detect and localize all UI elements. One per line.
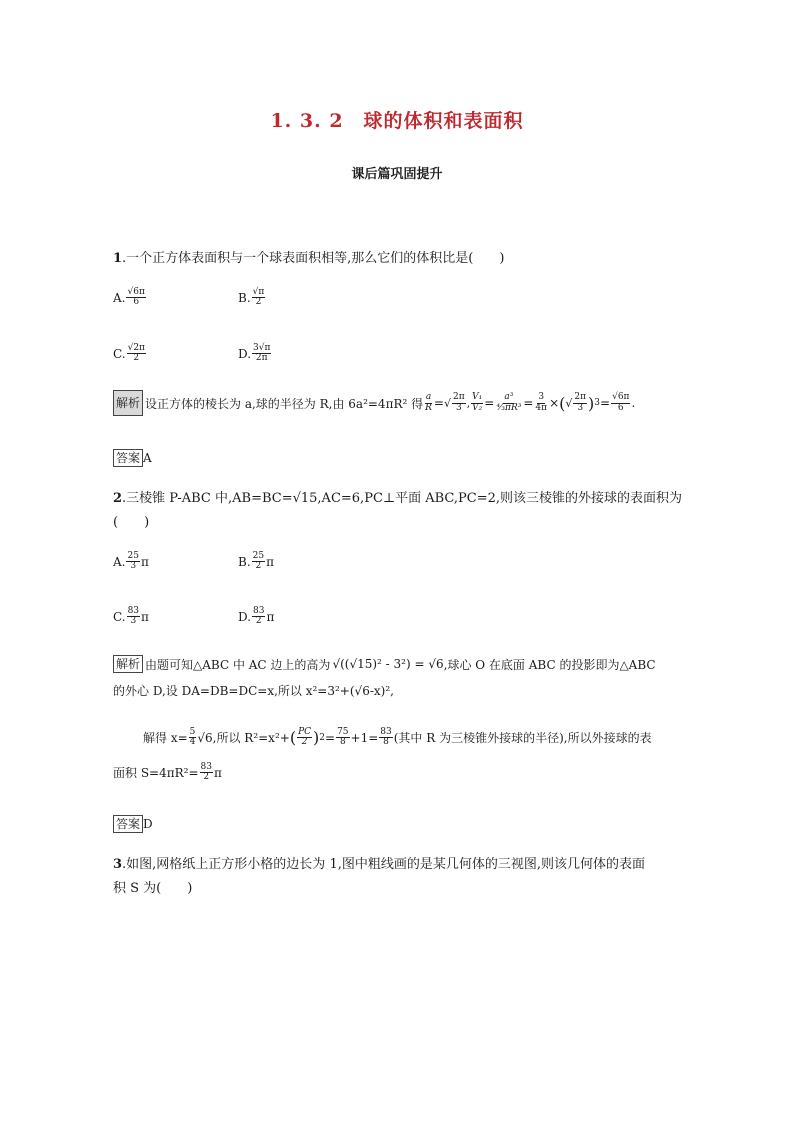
- option-label: B.: [238, 290, 251, 305]
- question-3-line2: 积 S 为( ): [113, 881, 193, 896]
- q2-analysis-line2: 的外心 D,设 DA=DB=DC=x,所以 x²=3²+(√6-x)²,: [113, 684, 394, 698]
- q1-option-c: [113, 344, 147, 364]
- option-denominator: 2: [133, 353, 140, 364]
- q2-analysis-line3: 解得 x= $\frac{5}{4}$ √6,所以 R²=x²+ ( $\frac{PC}{2}$ ) 2 = $\frac{75}{8}$ +1= $\frac{83}{8}$ (其中 R 为三棱锥外接球的半径),所以外接球的表: [143, 727, 652, 748]
- option-suffix: π: [141, 609, 149, 624]
- q1-option-d: [238, 344, 272, 364]
- option-label: A.: [113, 290, 126, 305]
- analysis-text: 设正方体的棱长为 a,球的半径为 R,由 6a²=4πR² 得: [145, 396, 424, 411]
- question-2-line2: ( ): [113, 515, 150, 530]
- q1-option-b: [238, 288, 266, 308]
- q2-option-c: [113, 607, 149, 627]
- page-title: 1. 3. 2 球的体积和表面积: [270, 110, 524, 132]
- option-numerator: 83: [127, 606, 140, 616]
- option-label: C.: [113, 609, 126, 624]
- question-1: [113, 247, 504, 266]
- option-label: B.: [238, 554, 251, 569]
- analysis-text: √6,所以 R²=x²+: [197, 731, 290, 746]
- option-denominator: 2: [255, 297, 262, 308]
- option-label: A.: [113, 554, 126, 569]
- option-label: D.: [238, 346, 252, 361]
- option-suffix: π: [266, 609, 275, 624]
- answer-tag: 答案: [113, 815, 143, 833]
- option-numerator: 3√π: [253, 343, 271, 353]
- answer-value: A: [143, 451, 152, 465]
- question-text: .如图,网格纸上正方形小格的边长为 1,图中粗线画的是某几何体的三视图,则该几何体的表面: [122, 857, 645, 872]
- q1-option-a: [113, 288, 147, 308]
- answer-value: D: [143, 817, 153, 831]
- answer-tag: 答案: [113, 449, 143, 467]
- q2-analysis-line1: 解析 由题可知△ABC 中 AC 边上的高为 √((√15)² - 3²) = √6 ,球心 O 在底面 ABC 的投影即为△ABC: [113, 655, 656, 673]
- question-number: 1: [113, 251, 123, 266]
- q1-answer: [113, 449, 152, 467]
- option-numerator: √π: [252, 287, 265, 297]
- question-2: [113, 487, 682, 506]
- q1-analysis: 解析 设正方体的棱长为 a,球的半径为 R,由 6a²=4πR² 得 $\frac{a}{R}$ = √ $\frac{2\pi}{3}$ , $\frac{\text{V₁}}{\text{V₂}}$ = $\frac{\text{a³}}{\text{⁴⁄₃πR³}}$ = $\frac{3}{4\pi}$ × ( √ $\frac{2\pi}{3}$ ) 3 = $\frac{√6\pi}{6}$ .: [113, 390, 635, 416]
- option-suffix: π: [140, 554, 149, 569]
- option-suffix: π: [266, 554, 274, 569]
- analysis-tag: 解析: [113, 390, 143, 416]
- analysis-tag: 解析: [113, 655, 143, 673]
- option-denominator: 6: [133, 297, 140, 308]
- option-denominator: 2: [255, 561, 262, 572]
- section-subtitle: 课后篇巩固提升: [351, 167, 443, 182]
- q2-option-a: [113, 552, 149, 572]
- q2-option-d: [238, 607, 274, 627]
- option-numerator: √6π: [127, 287, 145, 297]
- option-denominator: 2π: [255, 353, 268, 364]
- question-text: .一个正方体表面积与一个球表面积相等,那么它们的体积比是( ): [122, 251, 505, 266]
- option-denominator: 3: [130, 616, 137, 627]
- option-label: D.: [238, 609, 252, 624]
- option-numerator: 25: [252, 551, 265, 561]
- analysis-text: 解得 x=: [143, 731, 188, 746]
- question-number: 2: [113, 491, 123, 506]
- option-numerator: √2π: [127, 343, 145, 353]
- analysis-text: ,球心 O 在底面 ABC 的投影即为△ABC: [443, 657, 656, 672]
- question-3: [113, 853, 645, 872]
- option-numerator: 25: [127, 551, 139, 561]
- option-denominator: 3: [130, 561, 137, 572]
- analysis-text: 面积 S=4πR²=: [113, 766, 199, 781]
- question-number: 3: [113, 857, 123, 872]
- q2-option-b: [238, 552, 274, 572]
- analysis-text: (其中 R 为三棱锥外接球的半径),所以外接球的表: [393, 731, 652, 746]
- option-label: C.: [113, 346, 126, 361]
- option-denominator: 2: [255, 616, 262, 627]
- q2-answer: [113, 815, 153, 833]
- question-text: .三棱锥 P-ABC 中,AB=BC=√15,AC=6,PC⊥平面 ABC,PC=2,则该三棱锥的外接球的表面积为: [122, 491, 683, 506]
- option-numerator: 83: [253, 606, 265, 616]
- analysis-text: 由题可知△ABC 中 AC 边上的高为: [145, 657, 331, 672]
- q2-analysis-line4: 面积 S=4πR²= $\frac{83}{2}$ π: [113, 762, 222, 783]
